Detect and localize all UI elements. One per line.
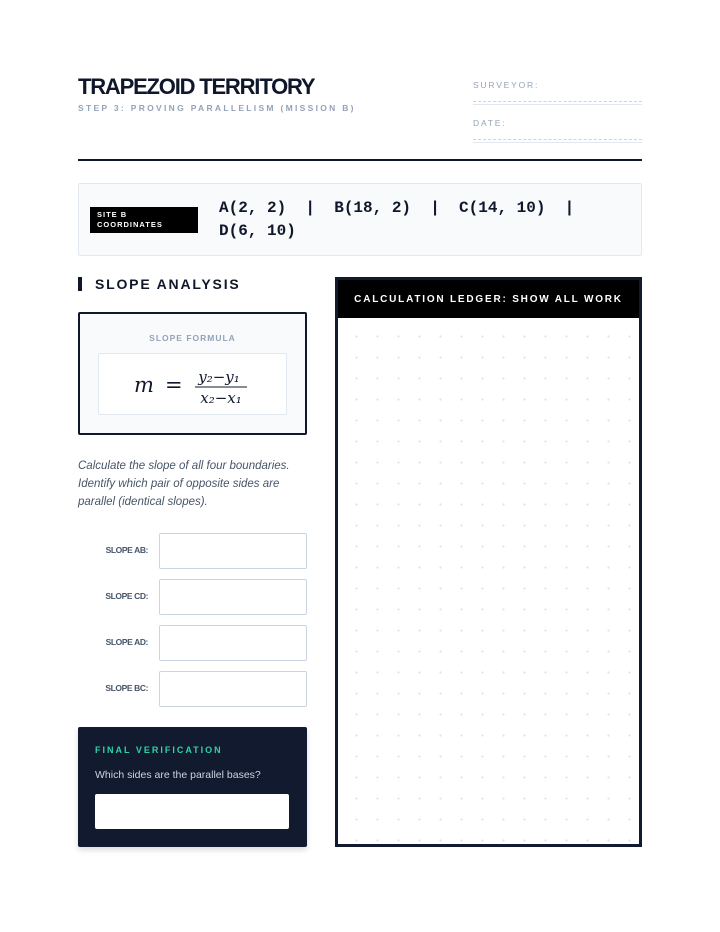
site-tag: SITE B COORDINATES (90, 207, 198, 233)
date-field[interactable] (473, 118, 642, 143)
verification-question: Which sides are the parallel bases? (95, 769, 261, 781)
surveyor-field[interactable] (473, 80, 642, 105)
instructions-text: Calculate the slope of all four boundaries. Identify which pair of opposite sides are parallel (identical slopes). (78, 460, 290, 508)
slope-cd-label: SLOPE CD: (105, 591, 148, 601)
slope-row-cd (78, 579, 307, 615)
slope-ab-input[interactable] (159, 533, 307, 569)
formula-numerator: y₂−y₁ (198, 368, 240, 386)
coordinates-bar (78, 183, 642, 256)
slope-row-bc (78, 671, 307, 707)
formula-denominator: x₂−x₁ (200, 389, 242, 407)
surveyor-label: SURVEYOR: (473, 80, 540, 90)
page-title: TRAPEZOID TERRITORY (78, 74, 315, 99)
ledger-work-area[interactable] (338, 318, 639, 844)
slope-ad-label: SLOPE AD: (105, 637, 148, 647)
slope-bc-input[interactable] (159, 671, 307, 707)
date-line-base (473, 142, 642, 143)
calculation-ledger (335, 277, 642, 847)
ledger-title: CALCULATION LEDGER: SHOW ALL WORK (338, 280, 639, 318)
formula-lhs: m (134, 373, 154, 397)
slope-formula-card (78, 312, 307, 435)
section-title: SLOPE ANALYSIS (95, 276, 241, 292)
parallel-bases-input[interactable] (95, 794, 289, 829)
date-line (473, 139, 642, 140)
date-label: DATE: (473, 118, 507, 128)
formula-box (98, 353, 287, 415)
coordinate-points: A(2, 2) | B(18, 2) | C(14, 10) | D(6, 10) (219, 199, 594, 240)
formula-equals: = (165, 373, 183, 397)
slope-cd-input[interactable] (159, 579, 307, 615)
section-marker (78, 277, 82, 291)
final-verification-card (78, 727, 307, 847)
slope-row-ad (78, 625, 307, 661)
surveyor-line-base (473, 104, 642, 105)
surveyor-line (473, 101, 642, 102)
formula-label: SLOPE FORMULA (149, 333, 236, 343)
header-divider (78, 159, 642, 161)
slope-row-ab (78, 533, 307, 569)
slope-ab-label: SLOPE AB: (105, 545, 148, 555)
page-subtitle: STEP 3: PROVING PARALLELISM (MISSION B) (78, 103, 356, 113)
slope-analysis-heading (78, 277, 241, 291)
slope-ad-input[interactable] (159, 625, 307, 661)
slope-formula (99, 354, 286, 414)
slope-bc-label: SLOPE BC: (105, 683, 148, 693)
worksheet-page (78, 0, 642, 932)
verification-title: FINAL VERIFICATION (95, 745, 223, 755)
